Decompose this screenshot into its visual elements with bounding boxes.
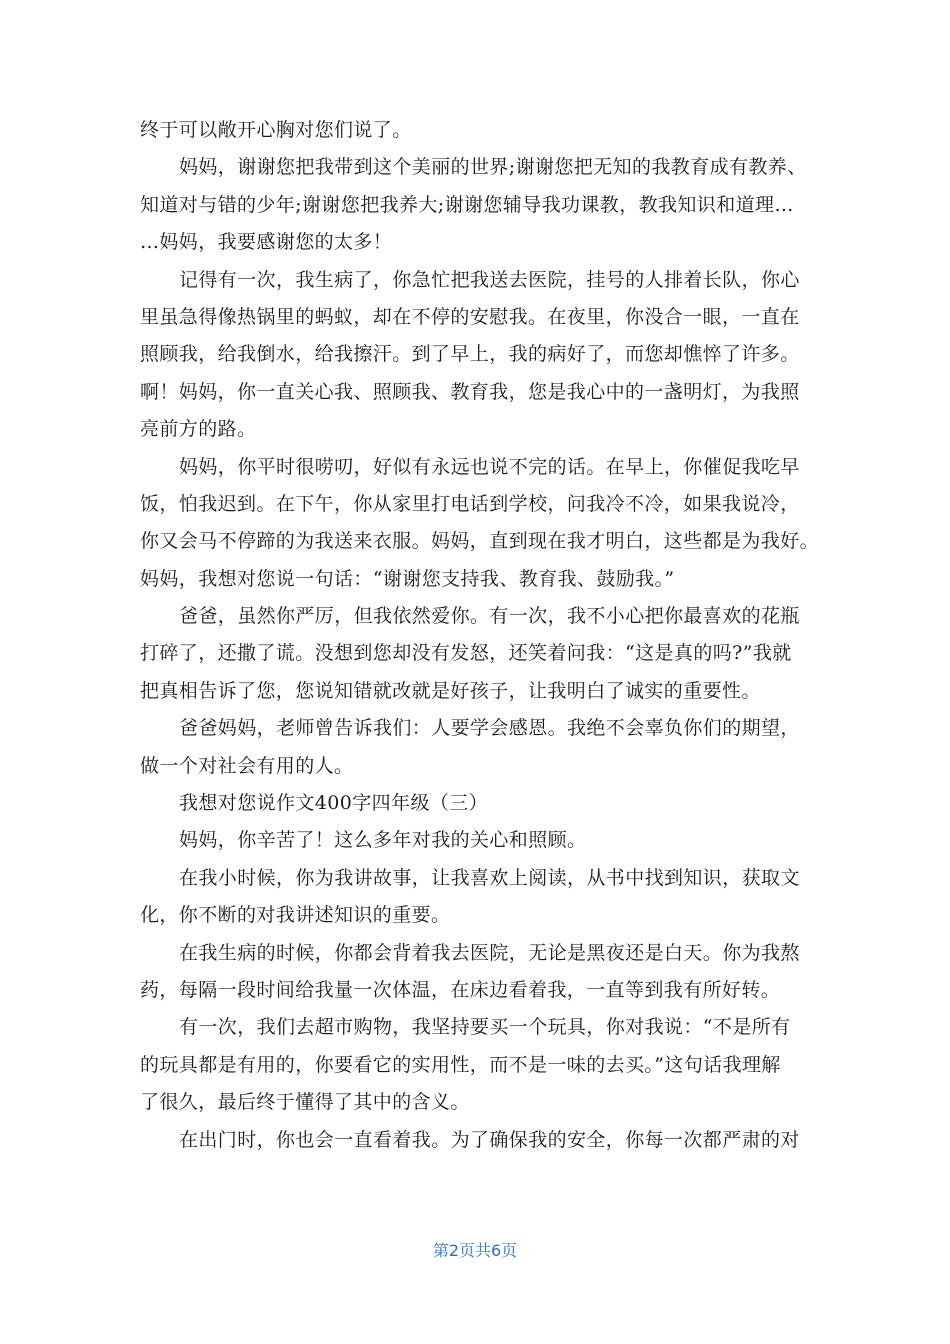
page-footer [0,1238,950,1261]
text-line: 亮前方的路。 [140,418,257,441]
text-line: 在我小时候，你为我讲故事，让我喜欢上阅读，从书中找到知识，获取文 [179,866,800,889]
text-line: 照顾我，给我倒水，给我擦汗。到了早上，我的病好了，而您却憔悴了许多。 [140,343,800,366]
text-line: 终于可以敞开心胸对您们说了。 [140,119,412,141]
text-line: 记得有一次，我生病了，你急忙把我送去医院，挂号的人排着长队，你心 [179,268,800,291]
text-line: 妈妈，你辛苦了！这么多年对我的关心和照顾。 [179,829,587,852]
text-line: 爸爸妈妈，老师曾告诉我们：人要学会感恩。我绝不会辜负你们的期望， [179,717,800,740]
text-line: 妈妈，我想对您说一句话：“谢谢您支持我、教育我、鼓励我。” [140,567,675,590]
text-line: 你又会马不停蹄的为我送来衣服。妈妈，直到现在我才明白，这些都是为我好。 [140,530,820,553]
text-line: 了很久，最后终于懂得了其中的含义。 [140,1091,470,1114]
text-line: 在我生病的时候，你都会背着我去医院，无论是黑夜还是白天。你为我熬 [179,941,800,964]
text-line: 饭，怕我迟到。在下午，你从家里打电话到学校，问我冷不冷，如果我说冷， [140,492,800,515]
text-line: 我想对您说作文400字四年级（三） [179,792,489,815]
text-line: 有一次，我们去超市购物，我坚持要买一个玩具，你对我说：“不是所有 [179,1016,791,1039]
text-line: 在出门时，你也会一直看着我。为了确保我的安全，你每一次都严肃的对 [179,1128,800,1151]
text-line: 把真相告诉了您，您说知错就改就是好孩子，让我明白了诚实的重要性。 [140,679,761,702]
text-line: 里虽急得像热锅里的蚂蚁，却在不停的安慰我。在夜里，你没合一眼，一直在 [140,305,800,328]
text-line: 啊！妈妈，你一直关心我、照顾我、教育我，您是我心中的一盏明灯，为我照 [140,380,800,403]
text-line: 妈妈，你平时很唠叨，好似有永远也说不完的话。在早上，你催促我吃早 [179,455,800,478]
page-number: 第2页共6页 [432,1241,518,1260]
text-line: 药，每隔一段时间给我量一次体温，在床边看着我，一直等到我有所好转。 [140,978,781,1001]
text-line: 爸爸，虽然你严厉，但我依然爱你。有一次，我不小心把你最喜欢的花瓶 [179,605,800,628]
document-body [140,112,820,1159]
text-line: 知道对与错的少年;谢谢您把我养大;谢谢您辅导我功课教，教我知识和道理… [140,193,794,216]
text-line: 打碎了，还撒了谎。没想到您却没有发怒，还笑着问我：“这是真的吗?”我就 [140,642,792,665]
text-line: 妈妈，谢谢您把我带到这个美丽的世界;谢谢您把无知的我教育成有教养、 [179,156,807,179]
text-line: 化，你不断的对我讲述知识的重要。 [140,904,451,927]
text-line: 做一个对社会有用的人。 [140,754,354,777]
text-line: 的玩具都是有用的，你要看它的实用性，而不是一味的去买。”这句话我理解 [140,1053,781,1076]
text-line: …妈妈，我要感谢您的太多！ [140,231,393,254]
